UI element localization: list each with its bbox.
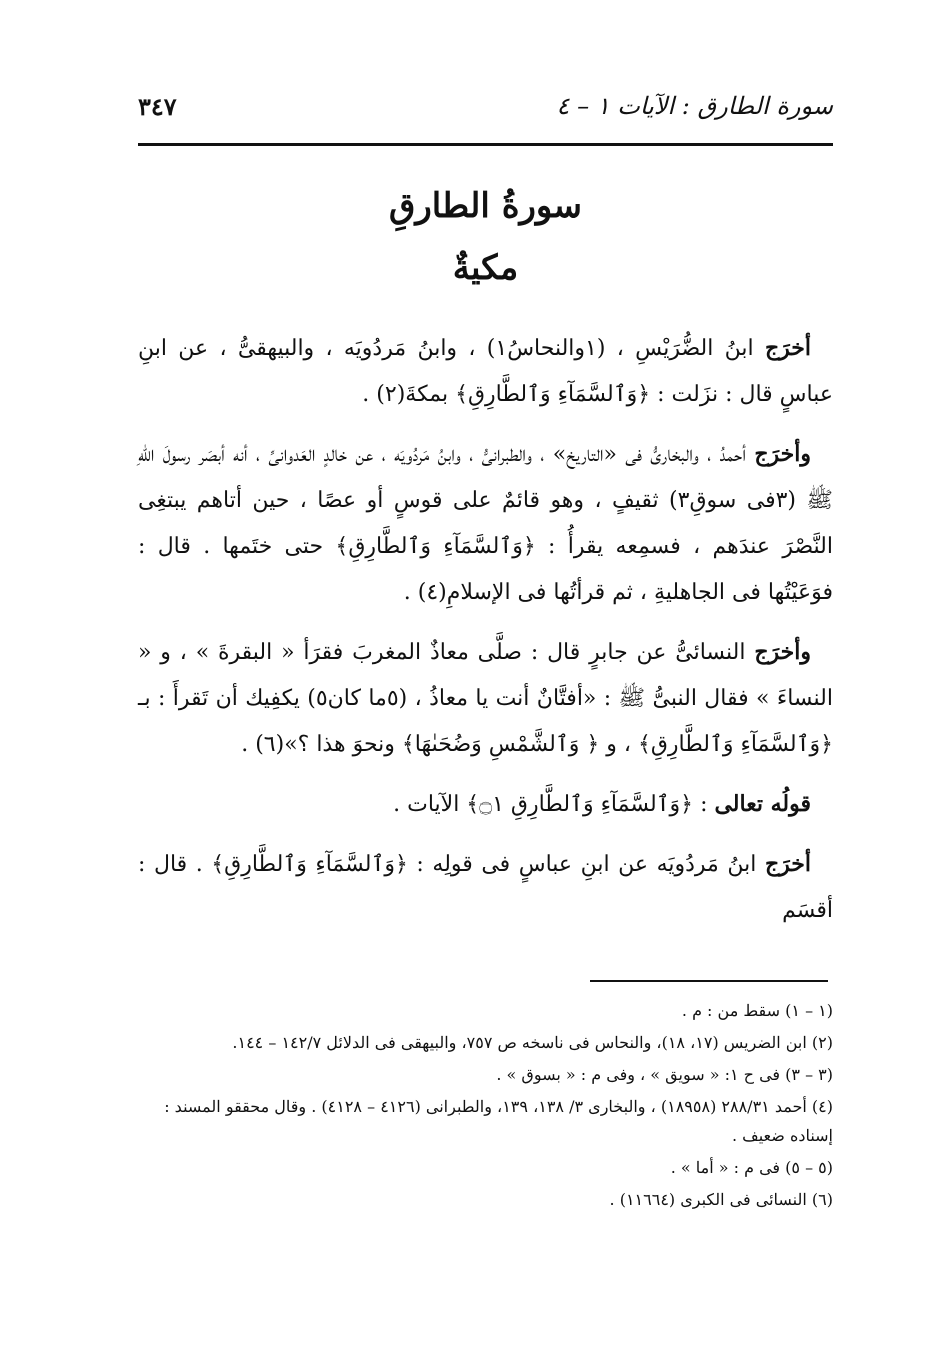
paragraph-text: أحمدُ ، والبخارىُّ فى «التاريخ» ، والطبرانىُّ ، وابنُ مَردُويَه ، عن خالدٍ العَدوانىِّ ، أنه أبصَر رسولَ اللهِ ﷺ (٣فى سوقِ٣) ثقيفٍ ، وهو قائمٌ على قوسٍ أو عصًا ، حين أتاهم يبتغِى النَّصْرَ عندَهم ، فسمِعه يقرأُ : ﴿وَٱلسَّمَآءِ وَٱلطَّارِقِ﴾ حتى ختَمها . قال : فوَعَيْتُها فى الجاهليةِ ، ثم قرأتُها فى الإسلامِ(٤) . xyxy=(138,442,833,605)
footnote: (٣ – ٣) فى ح ١: « سويق » ، وفى م : « بسوق » . xyxy=(496,1065,833,1084)
paragraph-text: ابنُ مَردُويَه عن ابنِ عباسٍ فى قولِه : ﴿وَٱلسَّمَآءِ وَٱلطَّارِقِ﴾ . قال : أقسَم xyxy=(138,852,833,923)
paragraph-lead: أخرَج xyxy=(764,335,811,361)
footnote: (٦) النسائى فى الكبرى (١١٦٦٤) . xyxy=(609,1190,833,1209)
sura-title: سورةُ الطارقِ xyxy=(389,186,582,226)
running-head xyxy=(138,92,833,132)
footnotes xyxy=(138,996,833,1217)
paragraph-lead: وأخرَج xyxy=(754,639,811,665)
footnote: (٢) ابن الضريس (١٧، ١٨)، والنحاس فى ناسخه ص ٧٥٧، والبيهقى فى الدلائل ١٤٢/٧ – ١٤٤. xyxy=(232,1033,833,1052)
footnote: (٥ – ٥) فى م : « أما » . xyxy=(670,1158,833,1177)
paragraph-lead: أخرَج xyxy=(764,851,811,877)
paragraph xyxy=(138,841,833,934)
paragraph-text: : ﴿وَٱلسَّمَآءِ وَٱلطَّارِقِ ۝١﴾ الآيات . xyxy=(393,792,715,817)
paragraph-text: النسائىُّ عن جابرٍ قال : صلَّى معاذٌ المغربَ فقرَأ « البقرةَ » ، و « النساءَ » فقال النبىُّ ﷺ : «أفتَّانٌ أنت يا معاذُ ، (٥ما كان٥) يكفِيك أن تَقرأَ : بـ ﴿وَٱلسَّمَآءِ وَٱلطَّارِقِ﴾ ، و ﴿ وَٱلشَّمْسِ وَضُحَىٰهَا﴾ ونحوَ هذا ؟»(٦) . xyxy=(138,640,833,757)
paragraph xyxy=(138,325,833,418)
footnote: (١ – ١) سقط من : م . xyxy=(681,1001,833,1020)
footnote-rule xyxy=(590,980,828,982)
paragraph xyxy=(138,781,833,828)
paragraph-lead: وأخرَج xyxy=(754,441,811,467)
running-title: سورة الطارق : الآيات ١ – ٤ xyxy=(556,92,833,120)
header-rule xyxy=(138,143,833,146)
footnote: (٤) أحمد ٢٨٨/٣١ (١٨٩٥٨) ، والبخارى ٣/ ١٣٨، ١٣٩، والطبرانى (٤١٢٦ – ٤١٢٨) . وقال محققو المسند : إسناده ضعيف . xyxy=(164,1097,833,1145)
body-text xyxy=(138,325,833,947)
paragraph-lead: قولُه تعالى xyxy=(714,791,811,817)
page-number: ٣٤٧ xyxy=(138,92,177,121)
sura-type: مكيةٌ xyxy=(452,248,519,288)
paragraph xyxy=(138,629,833,768)
paragraph xyxy=(138,431,833,616)
paragraph-text: ابنُ الضُّرَيْسِ ، (١والنحاسُ١) ، وابنُ مَردُويَه ، والبيهقىُّ ، عن ابنِ عباسٍ قال : نزَلت : ﴿وَٱلسَّمَآءِ وَٱلطَّارِقِ﴾ بمكةَ(٢) . xyxy=(138,336,833,407)
